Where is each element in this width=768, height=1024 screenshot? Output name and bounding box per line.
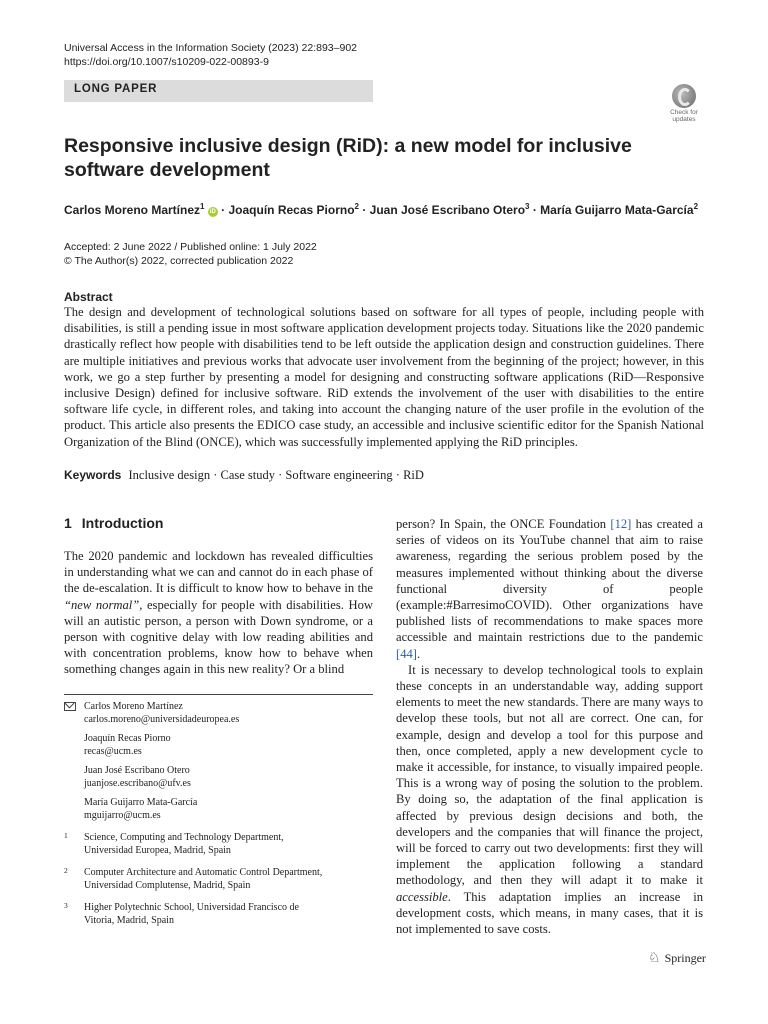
emphasis-new-normal: “new normal” — [64, 597, 140, 612]
check-updates-icon — [672, 84, 696, 108]
contact-email[interactable]: juanjose.escribano@ufv.es — [84, 777, 191, 789]
section-label: LONG PAPER — [74, 83, 158, 95]
author-1[interactable]: Carlos Moreno Martínez$^1$ — [64, 202, 205, 217]
doi-link[interactable]: https://doi.org/10.1007/s10209-022-00893-9 — [64, 56, 269, 68]
publication-dates — [64, 240, 317, 268]
contact-name: María Guijarro Mata-García — [84, 797, 198, 808]
intro-left-column: The 2020 pandemic and lockdown has revealed difficulties in understanding what we can and cannot do in each phase of the de-escalation. It is difficult to know how to behave in the “new normal”, especially for people with disabilities. How will an autistic person, a person with Down syndrome, or a person with cognitive delay with low reading abilities and with concentration problems, know how to behave when something changes again in this new reality? Or a blind — [64, 549, 373, 677]
keywords — [64, 468, 704, 483]
affiliation-number: 2 — [64, 866, 68, 875]
orcid-icon[interactable]: iD — [209, 209, 216, 215]
paragraph: person? In Spain, the ONCE Foundation [12] has created a series of videos on its YouTube channel that aim to raise awareness, regarding the serious problem posed by the measures implemented without thinking about the diverse functional diversity of people (example:#BarresimoCOVID). Other organizations have published lists of recommendations to make spaces more accessible and maintain restrictions due to the pandemic [44]. — [396, 517, 704, 661]
citation-link[interactable]: [44] — [396, 646, 417, 661]
accepted-published-date: Accepted: 2 June 2022 / Published online: 1 July 2022 — [64, 241, 317, 253]
contact-entry — [64, 765, 373, 790]
section-banner — [64, 80, 373, 102]
envelope-icon — [64, 702, 76, 711]
footnote-divider — [64, 694, 373, 695]
journal-citation — [64, 41, 357, 69]
paragraph: It is necessary to develop technological tools to explain these concepts in an understandable way, adding support elements to meet the new standards. There are many ways to develop these tools, but not all are correct. One can, for example, design and develop a tool for this purpose and then, once completed, apply a new development cycle to make it accessible, for instance, to visually impaired people. This is a wrong way of posing the solution to the problem. By doing so, the adaptation of the final application is affected by previous design decisions and both, the developers and the companies that will finance the project, will be forced to carry out two developments: first they will implement the application following a standard methodology, and then they will adapt it to make it accessible. This adaptation implies an increase in development costs, which means, in many cases, that it is not implemented to save costs. — [396, 662, 703, 937]
paper-title: Responsive inclusive design (RiD): a new model for inclusive software development — [64, 135, 632, 181]
contact-name: Joaquín Recas Piorno — [84, 733, 171, 744]
author-3[interactable]: Juan José Escribano Otero$^3$ — [369, 202, 530, 217]
section-heading-introduction — [64, 515, 163, 531]
contact-email[interactable]: carlos.moreno@universidadeuropea.es — [84, 713, 240, 725]
contact-entry — [64, 733, 373, 758]
affiliation-entry: 2 Computer Architecture and Automatic Control Department, Universidad Complutense, Madrid, Spain — [64, 866, 323, 891]
section-title: Introduction — [81, 515, 164, 531]
contact-name: Carlos Moreno Martínez — [84, 701, 183, 712]
contact-name: Juan José Escribano Otero — [84, 765, 190, 776]
copyright-line: © The Author(s) 2022, corrected publication 2022 — [64, 255, 294, 267]
emphasis-accessible: accessible — [396, 889, 448, 904]
contact-entry — [64, 797, 373, 822]
keywords-heading: Keywords — [64, 468, 122, 482]
abstract-text: The design and development of technological solutions based on software for all types of people, including people with disabilities, is still a pending issue in most software application development projects today. Situations like the 2020 pandemic drastically reflect how people with disabilities tend to be left outside the application design and construction guidelines. There are multiple initiatives and previous works that advocate user involvement from the beginning of the project; however, in this work, we go a step further by presenting a model for designing and constructing software applications (RiD—Responsive inclusive Design) defined for inclusive software. RiD extends the involvement of the user with disabilities to the entire software life cycle, in different roles, and taking into account the changing nature of the user profile in the evolution of the product. This article also presents the EDICO case study, an accessible and inclusive scientific editor for the Spanish National Organization of the Blind (ONCE), which was successfully implemented applying the RiD principles. — [64, 305, 704, 449]
author-4[interactable]: María Guijarro Mata-García$^2$ — [540, 202, 699, 217]
journal-name: Universal Access in the Information Society (2023) 22:893–902 — [64, 42, 358, 54]
author-contacts — [64, 701, 373, 927]
affiliation-number: 3 — [64, 901, 68, 910]
author-list: Carlos Moreno Martínez$^1$ iD · Joaquín Recas Piorno$^2$ · Juan José Escribano Otero$^3$ · María Guijarro Mata-García$^2$ — [64, 202, 699, 217]
check-for-updates-badge[interactable] — [664, 84, 704, 124]
publisher-logo — [648, 950, 706, 967]
affiliation-number: 1 — [64, 831, 68, 840]
abstract-heading: Abstract — [64, 290, 113, 304]
affiliation-entry: 3 Higher Polytechnic School, Universidad Francisco de Vitoria, Madrid, Spain — [64, 901, 299, 926]
affiliation-entry: 1 Science, Computing and Technology Department, Universidad Europea, Madrid, Spain — [64, 831, 284, 856]
springer-horse-icon: ♘ — [648, 951, 661, 966]
author-2[interactable]: Joaquín Recas Piorno$^2$ — [228, 202, 359, 217]
badge-text-line1: Check for — [670, 109, 698, 116]
publisher-name: Springer — [664, 951, 706, 965]
contact-email[interactable]: recas@ucm.es — [84, 745, 142, 757]
intro-right-column — [396, 516, 703, 937]
contact-email[interactable]: mguijarro@ucm.es — [84, 809, 161, 821]
badge-text-line2: updates — [672, 116, 696, 123]
keywords-list: Inclusive design · Case study · Software engineering · RiD — [128, 468, 424, 482]
citation-link[interactable]: [12] — [610, 517, 632, 531]
section-number: 1 — [64, 515, 72, 531]
contact-entry — [64, 701, 373, 726]
